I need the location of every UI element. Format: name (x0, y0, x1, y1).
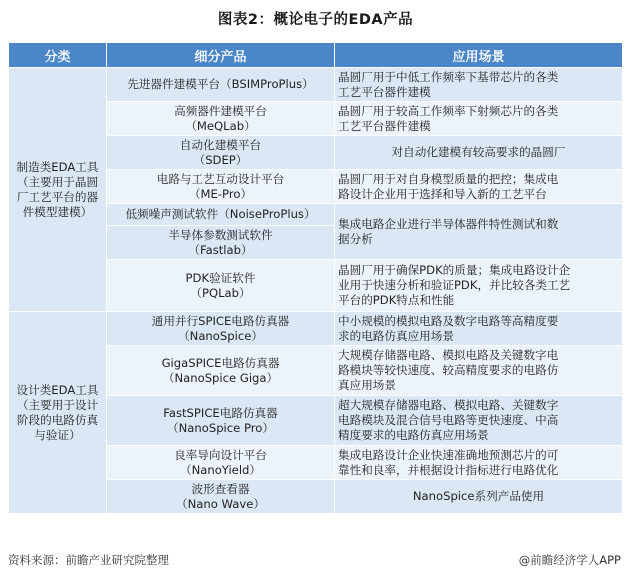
header-application: 应用场景 (335, 43, 623, 68)
product-cell: 电路与工艺互动设计平台 （ME-Pro） (107, 170, 335, 204)
table-row (9, 312, 623, 346)
page-title: 图表2：概论电子的EDA产品 (217, 12, 414, 28)
header-product: 细分产品 (107, 43, 335, 68)
application-cell: NanoSpice系列产品使用 (335, 480, 623, 514)
product-cell: 波形查看器 （Nano Wave） (107, 480, 335, 514)
eda-product-table (8, 42, 623, 514)
application-cell: 超大规模存储器电路、模拟电路、关键数字 电路模块及混合信号电路等更快速度、中高 精度要求的电路仿真应用场景 (335, 396, 623, 446)
category-cell-manufacturing: 制造类EDA工具 （主要用于晶圆 厂工艺平台的器 件模型建模） (9, 68, 107, 312)
product-cell: 半导体参数测试软件 （Fastlab） (107, 226, 335, 260)
product-cell: 良率导向设计平台 （NanoYield） (107, 446, 335, 480)
product-cell: 高频器件建模平台 （MeQLab） (107, 102, 335, 136)
application-cell: 晶圆厂用于较高工作频率下射频芯片的各类 工艺平台器件建模 (335, 102, 623, 136)
product-cell: 自动化建模平台 （SDEP） (107, 136, 335, 170)
product-cell: 先进器件建模平台（BSIMProPlus） (107, 68, 335, 102)
product-cell: PDK验证软件 （PQLab） (107, 260, 335, 312)
application-cell: 晶圆厂用于对自身模型质量的把控；集成电 路设计企业用于选择和导入新的工艺平台 (335, 170, 623, 204)
product-table-container (8, 42, 622, 514)
application-cell: 集成电路设计企业快速准确地预测芯片的可 靠性和良率，并根据设计指标进行电路优化 (335, 446, 623, 480)
source-note: 资料来源：前瞻产业研究院整理 (8, 553, 169, 567)
table-header-row (9, 43, 623, 68)
table-row (9, 68, 623, 102)
application-cell: 晶圆厂用于确保PDK的质量；集成电路设计企 业用于快速分析和验证PDK，并比较各类工艺 平台的PDK特点和性能 (335, 260, 623, 312)
application-cell: 集成电路企业进行半导体器件特性测试和数 据分析 (335, 204, 623, 260)
product-cell: FastSPICE电路仿真器 （NanoSpice Pro） (107, 396, 335, 446)
product-cell: 通用并行SPICE电路仿真器 （NanoSpice） (107, 312, 335, 346)
category-cell-design: 设计类EDA工具 （主要用于设计 阶段的电路仿真 与验证） (9, 312, 107, 514)
application-cell: 中小规模的模拟电路及数字电路等高精度要 求的电路仿真应用场景 (335, 312, 623, 346)
application-cell: 对自动化建模有较高要求的晶圆厂 (335, 136, 623, 170)
product-cell: 低频噪声测试软件（NoiseProPlus） (107, 204, 335, 226)
product-cell: GigaSPICE电路仿真器 （NanoSpice Giga） (107, 346, 335, 396)
application-cell: 晶圆厂用于中低工作频率下基带芯片的各类 工艺平台器件建模 (335, 68, 623, 102)
header-category: 分类 (9, 43, 107, 68)
application-cell: 大规模存储器电路、模拟电路及关键数字电 路模块等较快速度、较高精度要求的电路仿 真应用场景 (335, 346, 623, 396)
brand-credit: @前瞻经济学人APP (518, 553, 621, 567)
